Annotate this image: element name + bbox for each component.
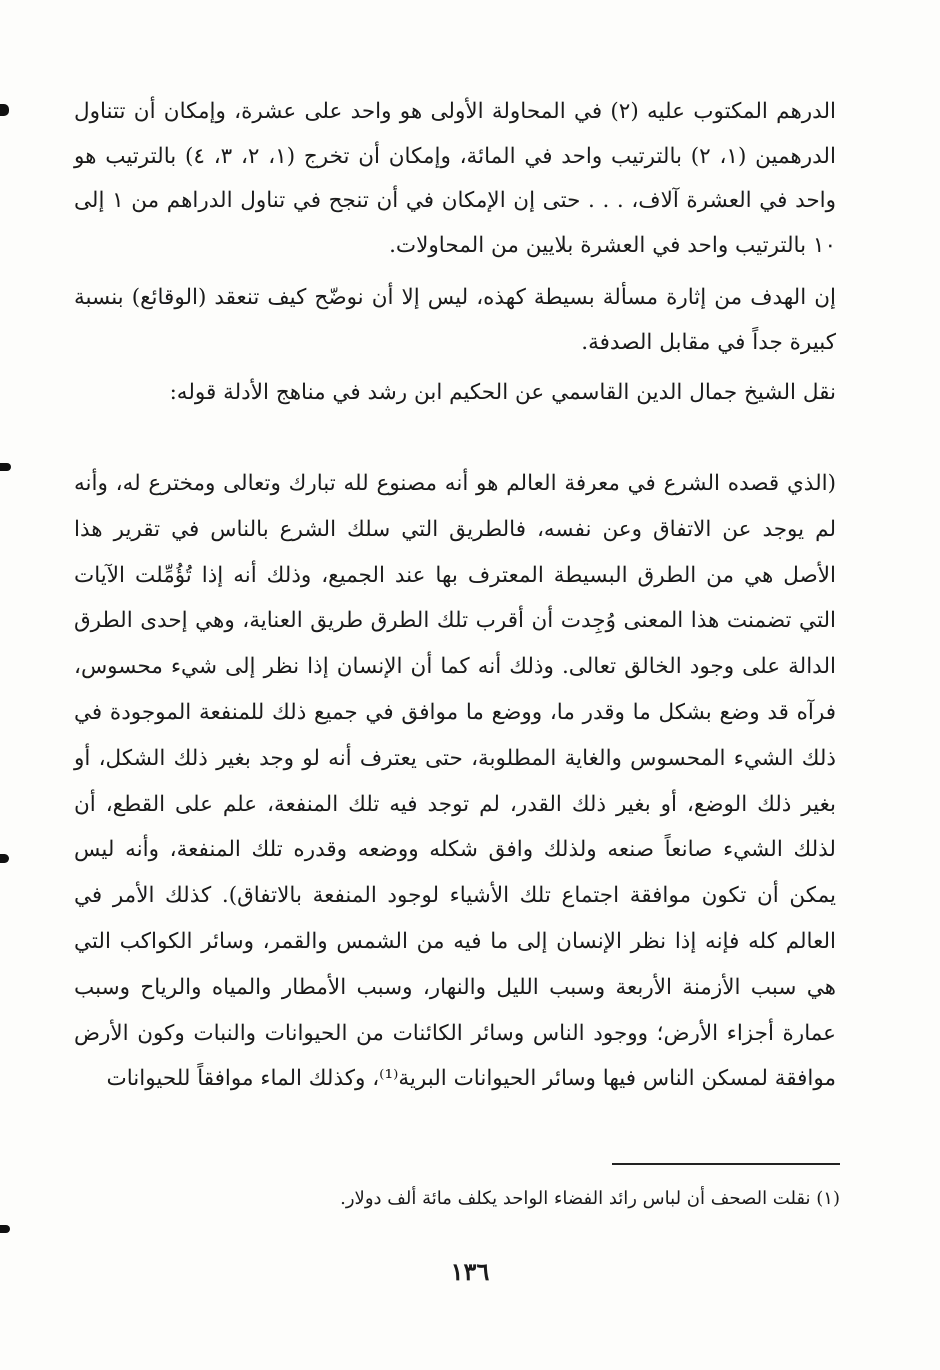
margin-ink-mark bbox=[0, 1225, 10, 1233]
quotation-ibn-rushd: (الذي قصده الشرع في معرفة العالم هو أنه مصنوع لله تبارك وتعالى ومخترع له، وأنه لم يوجد عن الاتفاق وعن نفسه، فالطريق التي سلك الشرع بالناس في تقرير هذا الأصل هي من الطرق البسيطة المعترف بها عند الجميع، وذلك أنه إذا تُؤُمِّلت الآيات التي تضمنت هذا المعنى وُجِدت أن أقرب تلك الطرق طريق العناية، وهي إحدى الطرق الدالة على وجود الخالق تعالى. وذلك أنه كما أن الإنسان إذا نظر إلى شيء محسوس، فرآه قد وضع بشكل ما وقدر ما، ووضع ما موافق في جميع ذلك للمنفعة الموجودة في ذلك الشيء المحسوس والغاية المطلوبة، حتى يعترف أنه لو وجد بغير ذلك الشكل، أو بغير ذلك الوضع، أو بغير ذلك القدر، لم توجد فيه تلك المنفعة، علم على القطع، أن لذلك الشيء صانعاً صنعه ولذلك وافق شكله ووضعه وقدره تلك المنفعة، وأنه ليس يمكن أن تكون موافقة اجتماع تلك الأشياء لوجود المنفعة بالاتفاق). كذلك الأمر في العالم كله فإنه إذا نظر الإنسان إلى ما فيه من الشمس والقمر، وسائر الكواكب التي هي سبب الأزمنة الأربعة وسبب الليل والنهار، وسبب الأمطار والمياه والرياح وسبب عمارة أجزاء الأرض؛ ووجود الناس وسائر الكائنات من الحيوانات والنبات وكون الأرض موافقة لمسكن الناس فيها وسائر الحيوانات البرية⁽¹⁾، وكذلك الماء موافقاً للحيوانات bbox=[74, 471, 836, 1092]
footnote: (١) نقلت الصحف أن لباس رائد الفضاء الواحد يكلف مائة ألف دولار. bbox=[340, 1188, 840, 1209]
margin-ink-mark bbox=[0, 463, 11, 471]
paragraph-quote-intro: نقل الشيخ جمال الدين القاسمي عن الحكيم ابن رشد في مناهج الأدلة قوله: bbox=[169, 380, 836, 405]
page-number: ١٣٦ bbox=[450, 1257, 490, 1286]
paragraph-probability: الدرهم المكتوب عليه (٢) في المحاولة الأولى هو واحد على عشرة، وإمكان أن تتناول الدرهمين (١، ٢) بالترتيب واحد في المائة، وإمكان أن تخرج (١، ٢، ٣، ٤) بالترتيب هو واحد في العشرة آلاف، . . . حتى إن الإمكان في أن تنجح في تناول الدراهم من ١ إلى ١٠ بالترتيب واحد في العشرة بلايين من المحاولات. bbox=[74, 99, 837, 258]
footnote-separator bbox=[612, 1163, 840, 1165]
margin-ink-mark bbox=[0, 104, 9, 116]
margin-ink-mark bbox=[0, 854, 9, 863]
paragraph-purpose: إن الهدف من إثارة مسألة بسيطة كهذه، ليس إلا أن نوضّح كيف تنعقد (الوقائع) بنسبة كبيرة جداً في مقابل الصدفة. bbox=[74, 285, 836, 355]
